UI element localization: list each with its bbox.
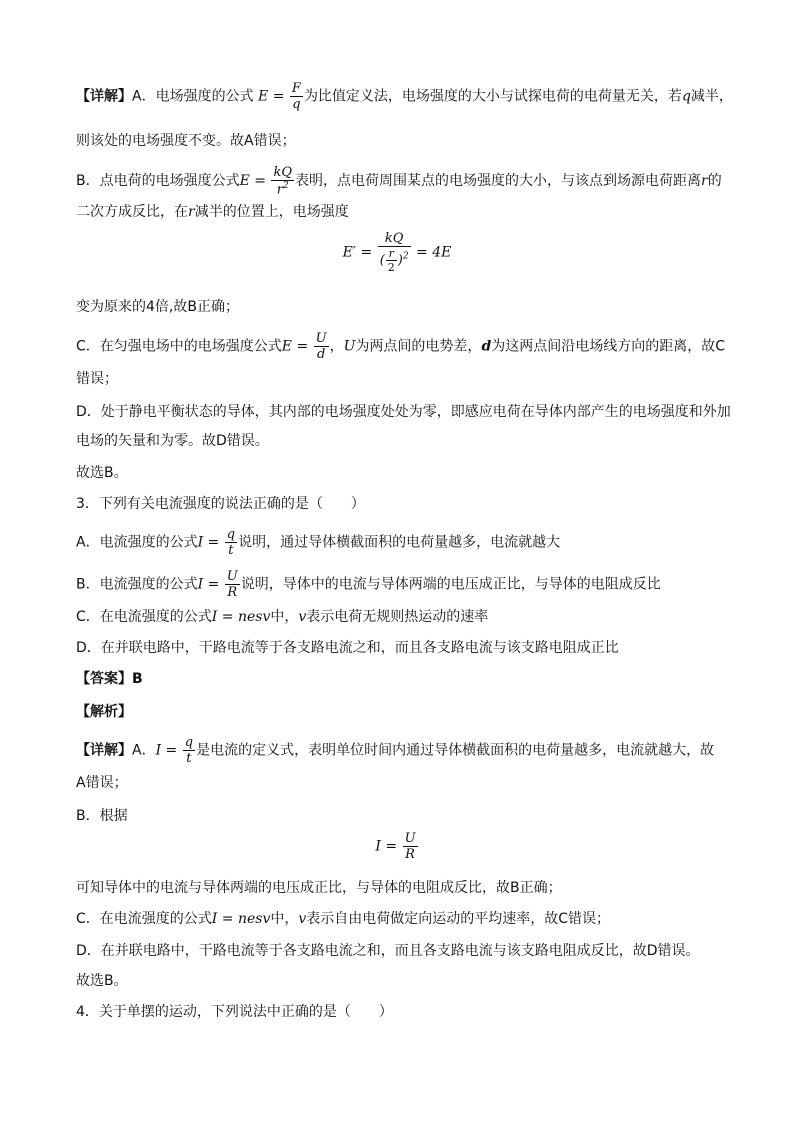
p2-detail-D-line2: 电场的矢量和为零。故D错误。 <box>76 433 269 449</box>
p2-detail-C-line1: C．在匀强电场中的电场强度公式E = $\frac{U}{d}$ ，U为两点间的电势差，d为这两点间沿电场线方向的距离，故C <box>76 331 726 362</box>
q3-stem: 3．下列有关电流强度的说法正确的是（ ） <box>76 496 365 512</box>
p2-detail-B-line4: 变为原来的4倍,故B正确； <box>76 299 239 315</box>
formula-U-over-d: $\frac{U}{d}$ <box>315 331 327 362</box>
p2-detail-D-line1: D．处于静电平衡状态的导体，其内部的电场强度处处为零，即感应电荷在导体内部产生的电场强度和外加 <box>76 404 731 420</box>
detail-tag: 【详解】 <box>76 88 132 105</box>
p2-choose: 故选B。 <box>76 465 128 481</box>
q3-detail-D: D．在并联电路中，干路电流等于各支路电流之和，而且各支路电流与该支路电阻成反比，故D错误。 <box>76 943 700 959</box>
formula-U-over-R: $\frac{U}{R}$ <box>226 569 238 600</box>
q3-choose: 故选B。 <box>76 973 128 989</box>
formula-kQ-over-r2: $\frac{kQ}{r^2}$ <box>273 165 293 198</box>
p2-detail-C-line2: 错误； <box>76 371 118 387</box>
q3-option-D: D．在并联电路中，干路电流等于各支路电流之和，而且各支路电流与该支路电阻成正比 <box>76 640 619 656</box>
q3-option-C: C．在电流强度的公式I = nesv中，v表示电荷无规则热运动的速率 <box>76 609 489 625</box>
p2-detail-B-line2: 二次方成反比，在r减半的位置上，电场强度 <box>76 204 349 220</box>
q3-option-A: A．电流强度的公式I = $\frac{q}{t}$ 说明，通过导体横截面积的电荷量越多，电流就越大 <box>76 527 561 558</box>
p2-detail-B-line1: B．点电荷的电场强度公式E = $\frac{kQ}{r^2}$ 表明，点电荷周围某点的电场强度的大小，与该点到场源电荷距离r的 <box>76 165 722 198</box>
q3-detail-C: C．在电流强度的公式I = nesv中，v表示自由电荷做定向运动的平均速率，故C错误； <box>76 911 611 927</box>
q3-detail-A-line1: 【详解】A．I = $\frac{q}{t}$ 是电流的定义式，表明单位时间内通过导体横截面积的电荷量越多，电流就越大，故 <box>76 735 715 766</box>
formula-I-equals-U-over-R: I = $\frac{U}{R}$ <box>375 831 416 862</box>
q3-option-B: B．电流强度的公式I = $\frac{U}{R}$ 说明，导体中的电流与导体两端的电压成正比，与导体的电阻成反比 <box>76 569 661 600</box>
formula-E-prime: E′ = kQ ( $\frac{r}{2}$ )$^2$ = 4E <box>342 231 452 274</box>
p2-detail-A-line2: 则该处的电场强度不变。故A错误； <box>76 133 296 149</box>
q3-detail-A-line2: A错误； <box>76 775 128 791</box>
formula-F-over-q: $\frac{F}{q}$ <box>291 81 301 112</box>
q3-detail-B-line3: 可知导体中的电流与导体两端的电压成正比，与导体的电阻成反比，故B正确； <box>76 880 562 896</box>
q4-stem: 4．关于单摆的运动，下列说法中正确的是（ ） <box>76 1004 393 1020</box>
formula-q-over-t: $\frac{q}{t}$ <box>226 527 236 558</box>
p2-detail-A-line1: 【详解】A．电场强度的公式 E = $\frac{F}{q}$ 为比值定义法，电场强度的大小与试探电荷的电荷量无关，若q减半， <box>76 81 733 112</box>
q3-answer: 【答案】B <box>76 671 143 687</box>
q3-analysis: 【解析】 <box>76 704 132 720</box>
q3-detail-B-line1: B．根据 <box>76 808 128 824</box>
